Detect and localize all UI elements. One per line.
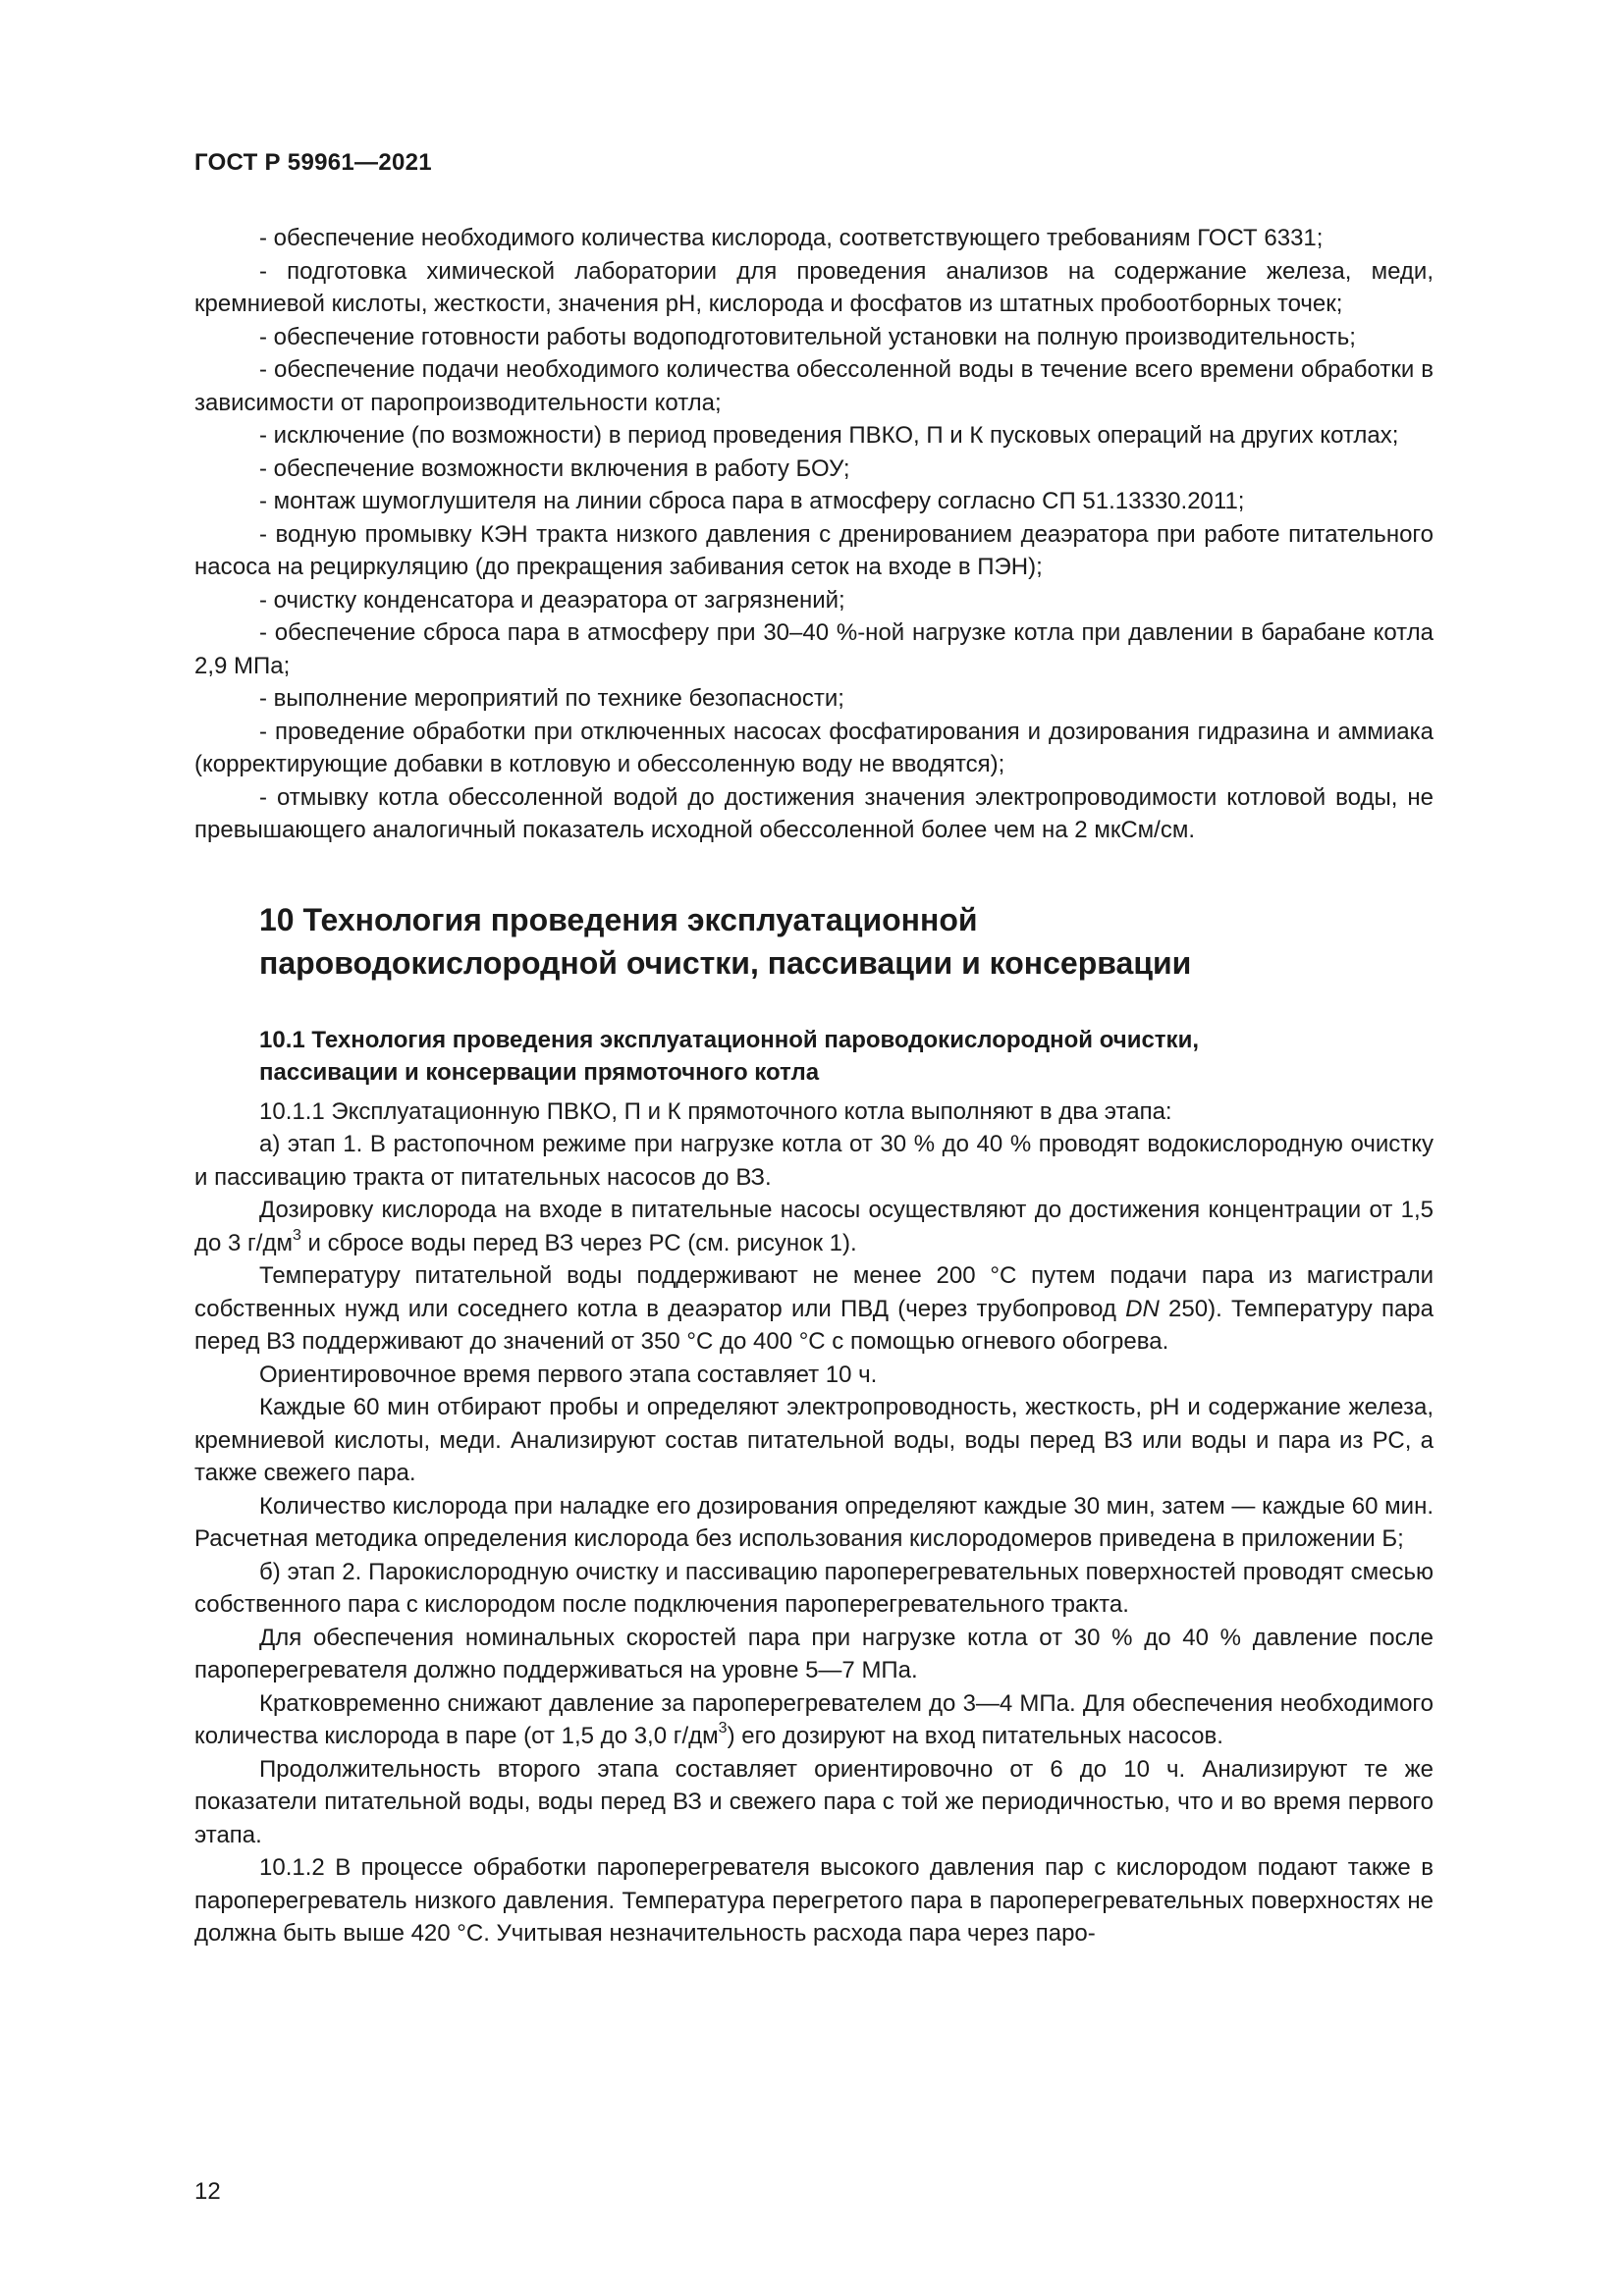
paragraph-stage-1: а) этап 1. В растопочном режиме при нагрузке котла от 30 % до 40 % проводят водокислородную очистку и пассивацию тракта от питательных насосов до ВЗ. (194, 1131, 1434, 1191)
list-item: - очистку конденсатора и деаэратора от загрязнений; (259, 586, 845, 614)
paragraph-text: Дозировку кислорода на входе в питательные насосы осуществляют до достижения концентрации от 1,5 до 3 г/дм (194, 1197, 1434, 1256)
paragraph-stage-2: б) этап 2. Парокислородную очистку и пассивацию пароперегревательных поверхностей проводят смесью собственного пара с кислородом после подключения пароперегревательного тракта. (194, 1558, 1434, 1618)
paragraph-feedwater-temperature (194, 1259, 1434, 1359)
paragraph-10-1-1: 10.1.1 Эксплуатационную ПВКО, П и К прямоточного котла выполняют в два этапа: (259, 1097, 1172, 1125)
document-id-header: ГОСТ Р 59961—2021 (194, 149, 432, 176)
list-item: - монтаж шумоглушителя на линии сброса пара в атмосферу согласно СП 51.13330.2011; (259, 488, 1245, 514)
superscript: 3 (292, 1226, 301, 1244)
paragraph-stage-2-duration: Продолжительность второго этапа составляет ориентировочно от 6 до 10 ч. Анализируют те же показатели питательной воды, воды перед ВЗ и свежего пара с той же периодичностью, что и во время первого этапа. (194, 1755, 1434, 1848)
requirements-list (194, 222, 1434, 847)
list-item: - обеспечение готовности работы водоподготовительной установки на полную производительность; (259, 323, 1356, 350)
paragraph-text: Температуру питательной воды поддерживают не менее 200 °С путем подачи пара из магистрали собственных нужд или соседнего котла в деаэратор или ПВД (через трубопровод (194, 1262, 1434, 1322)
page-number: 12 (194, 2178, 221, 2205)
list-item: - обеспечение сброса пара в атмосферу при 30–40 %-ной нагрузке котла при давлении в барабане котла 2,9 МПа; (194, 619, 1434, 679)
paragraph-pressure-reduction (194, 1687, 1434, 1753)
list-item: - обеспечение необходимого количества кислорода, соответствующего требованиям ГОСТ 6331; (259, 225, 1324, 251)
list-item: - выполнение мероприятий по технике безопасности; (259, 685, 844, 712)
section-10-heading: 10 Технология проведения эксплуатационной пароводокислородной очистки, пассивации и консервации (259, 901, 1192, 981)
paragraph-oxygen-dosing (194, 1194, 1434, 1259)
list-item: - обеспечение подачи необходимого количества обессоленной воды в течение всего времени обработки в зависимости от паропроизводительности котла; (194, 356, 1434, 416)
paragraph-oxygen-measurement: Количество кислорода при наладке его дозирования определяют каждые 30 мин, затем — каждые 60 мин. Расчетная методика определения кислорода без использования кислородомеров приведена в приложении Б; (194, 1492, 1434, 1552)
list-item: - водную промывку КЭН тракта низкого давления с дренированием деаэратора при работе питательного насоса на рециркуляцию (до прекращения забивания сеток на входе в ПЭН); (194, 520, 1434, 580)
paragraph-text: Кратковременно снижают давление за пароперегревателем до 3—4 МПа. Для обеспечения необходимого количества кислорода в паре (от 1,5 до 3,0 г/дм (194, 1689, 1434, 1749)
list-item: - проведение обработки при отключенных насосах фосфатирования и дозирования гидразина и аммиака (корректирующие добавки в котловую и обессоленную воду не вводятся); (194, 718, 1434, 777)
list-item: - подготовка химической лаборатории для проведения анализов на содержание железа, меди, кремниевой кислоты, жесткости, значения рН, кислорода и фосфатов из штатных пробоотборных точек; (194, 257, 1434, 317)
list-item: - исключение (по возможности) в период проведения ПВКО, П и К пусковых операций на других котлах; (259, 422, 1399, 449)
list-item: - отмывку котла обессоленной водой до достижения значения электропроводимости котловой воды, не превышающего аналогичный показатель исходной обессоленной более чем на 2 мкСм/см. (194, 783, 1434, 843)
paragraph-steam-pressure: Для обеспечения номинальных скоростей пара при нагрузке котла от 30 % до 40 % давление после пароперегревателя должно поддерживаться на уровне 5—7 МПа. (194, 1624, 1434, 1683)
page-content (194, 222, 1434, 1950)
italic-dn: DN (1125, 1295, 1160, 1322)
paragraph-text: 250). Температуру пара перед ВЗ поддерживают до значений от 350 °С до 400 °С с помощью огневого обогрева. (194, 1295, 1435, 1355)
paragraph-text: ) его дозируют на вход питательных насосов. (727, 1723, 1223, 1749)
paragraph-10-1-2: 10.1.2 В процессе обработки пароперегревателя высокого давления пар с кислородом подают также в пароперегреватель низкого давления. Температура перегретого пара в пароперегревательных поверхностях не должна быть выше 420 °С. Учитывая незначительность расхода пара через паро- (194, 1854, 1434, 1947)
superscript: 3 (718, 1720, 728, 1736)
section-10-1-heading: 10.1 Технология проведения эксплуатационной пароводокислородной очистки, пассивации и консервации прямоточного котла (259, 1026, 1199, 1086)
paragraph-sampling: Каждые 60 мин отбирают пробы и определяют электропроводность, жесткость, рН и содержание железа, кремниевой кислоты, меди. Анализируют состав питательной воды, воды перед ВЗ или воды и пара из РС, а также свежего пара. (194, 1394, 1434, 1486)
paragraph-text: и сбросе воды перед ВЗ через РС (см. рисунок 1). (300, 1229, 857, 1256)
paragraph-stage-1-duration: Ориентировочное время первого этапа составляет 10 ч. (259, 1361, 878, 1388)
list-item: - обеспечение возможности включения в работу БОУ; (259, 454, 850, 482)
